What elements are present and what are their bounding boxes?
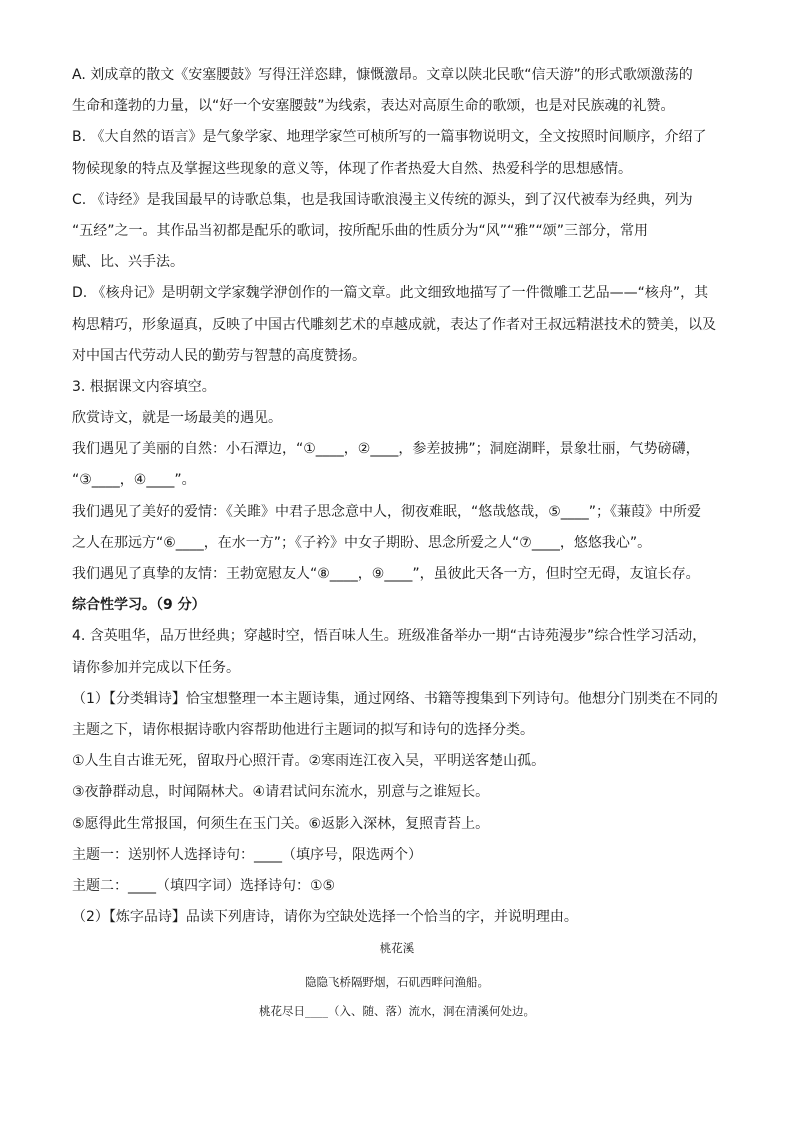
q4-task1-line-1: （1）【分类辑诗】恰宝想整理一本主题诗集，通过网络、书籍等搜集到下列诗句。他想分门别类在不同的 (72, 690, 718, 707)
q4-task1-line-3: ①人生自古谁无死，留取丹心照汗青。②寒雨连江夜入吴，平明送客楚山孤。 (72, 753, 546, 770)
q2-option-c-line-2: “五经”之一。其作品当初都是配乐的歌词，按所配乐曲的性质分为“风”“雅”“颂”三部分，常用 (72, 222, 649, 239)
section-title: 综合性学习。（9 分） (72, 597, 206, 614)
q3-line-4: 我们遇见了美好的爱情：《关雎》中君子思念意中人，彻夜难眠，“悠哉悠哉，⑤____”；《蒹葭》中所爱 (72, 503, 702, 520)
q4-task2-line: （2）【炼字品诗】品读下列唐诗，请你为空缺处选择一个恰当的字，并说明理由。 (72, 909, 578, 926)
q2-option-a-line-2: 生命和蓬勃的力量，以“好一个安塞腰鼓”为线索，表达对高原生命的歌颂，也是对民族魂的礼赞。 (72, 98, 675, 115)
q3-line-1: 欣赏诗文，就是一场最美的遇见。 (72, 410, 282, 427)
q3-line-5: 之人在那远方“⑥____，在水一方”；《子衿》中女子期盼、思念所爱之人“⑦____，悠悠我心”。 (72, 534, 652, 551)
q3-line-2: 我们遇见了美丽的自然：小石潭边，“①____，②____，参差披拂”；洞庭湖畔，景象壮丽，气势磅礴， (72, 441, 700, 458)
poem-line-1: 隐隐飞桥隔野烟，石矶西畔问渔船。 (305, 975, 489, 989)
poem-title: 桃花溪 (379, 941, 415, 955)
q2-option-a-line-1: A. 刘成章的散文《安塞腰鼓》写得汪洋恣肆，慷慨激昂。文章以陕北民歌“信天游”的形式歌颂激荡的 (72, 67, 693, 83)
q4-task1-line-2: 主题之下，请你根据诗歌内容帮助他进行主题词的拟写和诗句的选择分类。 (72, 721, 534, 738)
q3-prompt: 3. 根据课文内容填空。 (72, 378, 216, 395)
q4-intro-line-2: 请你参加并完成以下任务。 (72, 659, 240, 676)
q2-option-d-line-3: 对中国古代劳动人民的勤劳与智慧的高度赞扬。 (72, 347, 366, 364)
q3-line-6: 我们遇见了真挚的友情：王勃宽慰友人“⑧____，⑨____”，虽彼此天各一方，但时空无碍，友谊长存。 (72, 566, 700, 582)
q4-task1-line-5: ⑤愿得此生常报国，何须生在玉门关。⑥返影入深林，复照青苔上。 (72, 815, 490, 832)
q3-line-3: “③____，④____”。 (72, 472, 196, 489)
q2-option-b-line-2: 物候现象的特点及掌握这些现象的意义等，体现了作者热爱大自然、热爱科学的思想感情。 (72, 160, 632, 177)
q2-option-d-line-1: D. 《核舟记》是明朝文学家魏学洢创作的一篇文章。此文细致地描写了一件微雕工艺品——“核舟”，其 (72, 285, 709, 302)
q4-intro-line-1: 4. 含英咀华，品万世经典；穿越时空，悟百味人生。班级准备举办一期“古诗苑漫步”综合性学习活动， (72, 628, 707, 645)
q2-option-c-line-3: 赋、比、兴手法。 (72, 254, 184, 271)
q2-option-d-line-2: 构思精巧，形象逼真，反映了中国古代雕刻艺术的卓越成就，表达了作者对王叔远精湛技术的赞美，以及 (72, 316, 716, 333)
poem-line-2: 桃花尽日____（入、随、落）流水，洞在清溪何处边。 (259, 1004, 535, 1018)
q4-task1-line-7: 主题二：____（填四字词）选择诗句：①⑤ (72, 877, 336, 894)
q2-option-b-line-1: B. 《大自然的语言》是气象学家、地理学家竺可桢所写的一篇事物说明文，全文按照时间顺序，介绍了 (72, 129, 707, 146)
q4-task1-line-4: ③夜静群动息，时闻隔林犬。④请君试问东流水，别意与之谁短长。 (72, 784, 490, 801)
q4-task1-line-6: 主题一：送别怀人选择诗句：____（填序号，限选两个） (72, 846, 422, 863)
q2-option-c-line-1: C. 《诗经》是我国最早的诗歌总集，也是我国诗歌浪漫主义传统的源头，到了汉代被奉为经典，列为 (72, 191, 693, 208)
document-page (72, 60, 722, 1018)
